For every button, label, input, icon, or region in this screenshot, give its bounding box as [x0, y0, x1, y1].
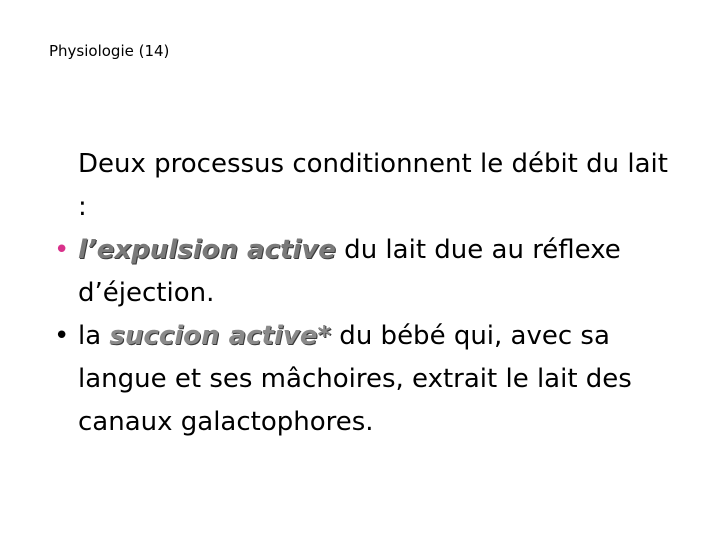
emphasis-succion-active: succion active*: [109, 321, 332, 351]
bullet-prefix-succion: la: [78, 321, 110, 351]
bullet-text-succion: du bébé qui, avec sa langue et ses mâchoires, extrait le lait des canaux galactophores.: [78, 321, 632, 437]
bullet-text-expulsion: du lait due au réflexe d’éjection.: [78, 235, 621, 308]
bullet-item-succion: [54, 315, 684, 444]
intro-text: Deux processus conditionnent le débit du lait :: [78, 149, 668, 222]
slide-title: Physiologie (14): [49, 42, 170, 60]
slide-body: [54, 143, 684, 444]
bullet-marker: •: [54, 235, 70, 265]
bullet-marker: •: [54, 321, 70, 351]
bullet-item-expulsion: [54, 229, 684, 315]
emphasis-expulsion-active: l’expulsion active: [78, 235, 336, 265]
